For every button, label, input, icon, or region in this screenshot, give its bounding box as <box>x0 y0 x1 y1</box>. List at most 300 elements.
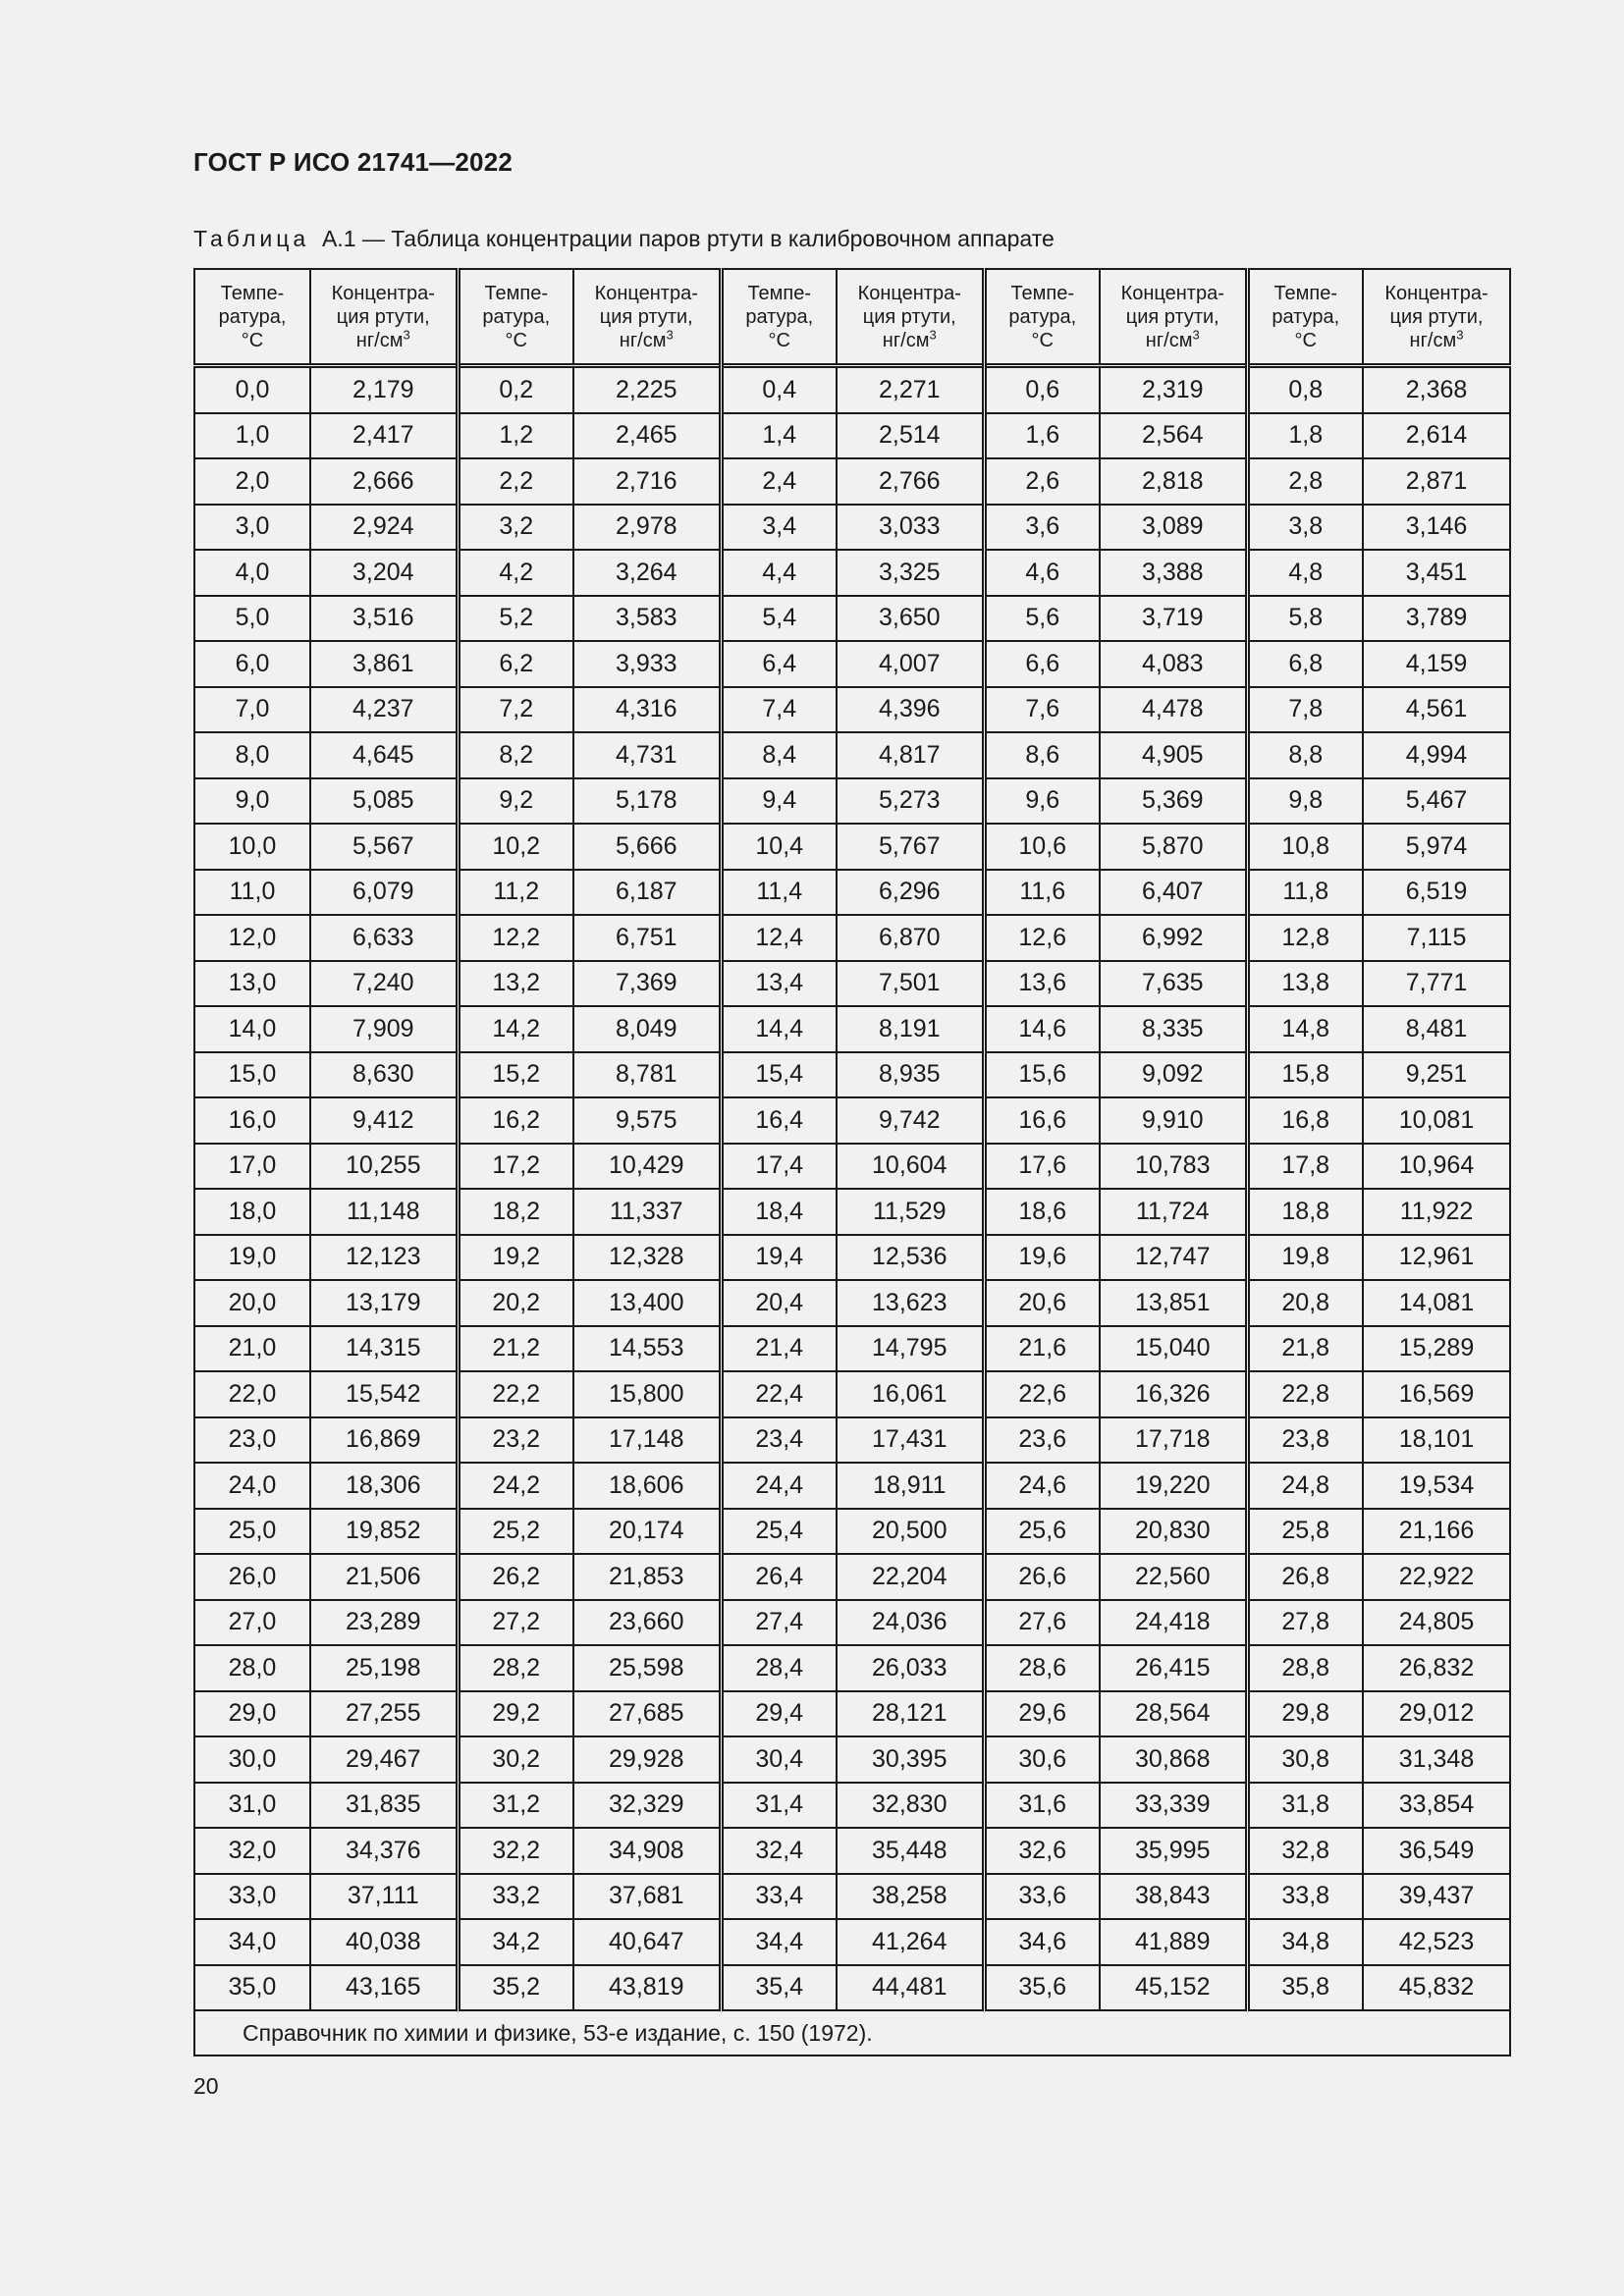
temperature-cell: 19,8 <box>1247 1235 1363 1281</box>
header-temperature <box>984 269 1100 366</box>
temperature-cell: 32,4 <box>721 1828 837 1874</box>
concentration-cell: 43,165 <box>310 1965 458 2011</box>
table-row <box>194 1463 1510 1509</box>
concentration-cell: 15,289 <box>1363 1326 1510 1372</box>
temperature-cell: 32,6 <box>984 1828 1100 1874</box>
concentration-cell: 22,204 <box>837 1554 984 1600</box>
table-row <box>194 413 1510 459</box>
temperature-cell: 27,6 <box>984 1600 1100 1646</box>
concentration-cell: 2,614 <box>1363 413 1510 459</box>
temperature-cell: 28,2 <box>458 1645 573 1691</box>
table-row <box>194 1645 1510 1691</box>
concentration-cell: 39,437 <box>1363 1874 1510 1920</box>
concentration-cell: 3,583 <box>573 596 721 642</box>
temperature-cell: 7,2 <box>458 687 573 733</box>
temperature-cell: 10,0 <box>194 824 310 870</box>
header-line: ратура, <box>745 305 814 328</box>
concentration-cell: 38,258 <box>837 1874 984 1920</box>
concentration-cell: 4,561 <box>1363 687 1510 733</box>
temperature-cell: 12,2 <box>458 915 573 961</box>
table-row <box>194 1006 1510 1052</box>
concentration-cell: 26,033 <box>837 1645 984 1691</box>
temperature-cell: 14,2 <box>458 1006 573 1052</box>
table-row <box>194 1144 1510 1190</box>
temperature-cell: 9,0 <box>194 778 310 825</box>
table-row <box>194 1509 1510 1555</box>
temperature-cell: 30,4 <box>721 1736 837 1783</box>
concentration-cell: 10,964 <box>1363 1144 1510 1190</box>
footnote-row <box>194 2010 1510 2056</box>
temperature-cell: 23,6 <box>984 1417 1100 1464</box>
concentration-cell: 13,851 <box>1100 1280 1247 1326</box>
header-line: °С <box>241 329 264 351</box>
concentration-cell: 8,049 <box>573 1006 721 1052</box>
concentration-cell: 8,935 <box>837 1052 984 1098</box>
concentration-cell: 11,337 <box>573 1189 721 1235</box>
concentration-cell: 44,481 <box>837 1965 984 2011</box>
temperature-cell: 5,8 <box>1247 596 1363 642</box>
temperature-cell: 1,6 <box>984 413 1100 459</box>
temperature-cell: 32,2 <box>458 1828 573 1874</box>
temperature-cell: 25,4 <box>721 1509 837 1555</box>
temperature-cell: 20,2 <box>458 1280 573 1326</box>
temperature-cell: 12,8 <box>1247 915 1363 961</box>
temperature-cell: 34,2 <box>458 1919 573 1965</box>
temperature-cell: 16,6 <box>984 1097 1100 1144</box>
temperature-cell: 14,6 <box>984 1006 1100 1052</box>
temperature-cell: 10,4 <box>721 824 837 870</box>
concentration-cell: 12,747 <box>1100 1235 1247 1281</box>
header-line: ратура, <box>1008 305 1077 328</box>
temperature-cell: 18,0 <box>194 1189 310 1235</box>
temperature-cell: 8,2 <box>458 732 573 778</box>
temperature-cell: 11,6 <box>984 870 1100 916</box>
temperature-cell: 18,2 <box>458 1189 573 1235</box>
concentration-cell: 6,407 <box>1100 870 1247 916</box>
temperature-cell: 24,8 <box>1247 1463 1363 1509</box>
temperature-cell: 13,8 <box>1247 961 1363 1007</box>
concentration-cell: 45,152 <box>1100 1965 1247 2011</box>
temperature-cell: 9,2 <box>458 778 573 825</box>
temperature-cell: 35,0 <box>194 1965 310 2011</box>
concentration-cell: 4,731 <box>573 732 721 778</box>
concentration-cell: 9,742 <box>837 1097 984 1144</box>
temperature-cell: 6,4 <box>721 641 837 687</box>
table-row <box>194 915 1510 961</box>
temperature-cell: 13,2 <box>458 961 573 1007</box>
header-line: °С <box>768 329 790 351</box>
concentration-cell: 26,415 <box>1100 1645 1247 1691</box>
temperature-cell: 1,0 <box>194 413 310 459</box>
temperature-cell: 8,6 <box>984 732 1100 778</box>
header-concentration <box>573 269 721 366</box>
concentration-cell: 9,412 <box>310 1097 458 1144</box>
temperature-cell: 15,4 <box>721 1052 837 1098</box>
temperature-cell: 16,2 <box>458 1097 573 1144</box>
temperature-cell: 30,2 <box>458 1736 573 1783</box>
concentration-cell: 41,889 <box>1100 1919 1247 1965</box>
concentration-cell: 3,719 <box>1100 596 1247 642</box>
temperature-cell: 25,0 <box>194 1509 310 1555</box>
concentration-cell: 19,852 <box>310 1509 458 1555</box>
header-line: °С <box>505 329 527 351</box>
concentration-cell: 8,630 <box>310 1052 458 1098</box>
table-row <box>194 1417 1510 1464</box>
concentration-cell: 24,036 <box>837 1600 984 1646</box>
header-line: ратура, <box>218 305 287 328</box>
temperature-cell: 26,4 <box>721 1554 837 1600</box>
concentration-cell: 7,501 <box>837 961 984 1007</box>
temperature-cell: 23,2 <box>458 1417 573 1464</box>
temperature-cell: 0,8 <box>1247 366 1363 413</box>
concentration-cell: 37,111 <box>310 1874 458 1920</box>
concentration-cell: 10,604 <box>837 1144 984 1190</box>
document-title: ГОСТ Р ИСО 21741—2022 <box>193 147 514 177</box>
concentration-cell: 26,832 <box>1363 1645 1510 1691</box>
temperature-cell: 35,6 <box>984 1965 1100 2011</box>
concentration-cell: 3,933 <box>573 641 721 687</box>
temperature-cell: 25,6 <box>984 1509 1100 1555</box>
temperature-cell: 28,0 <box>194 1645 310 1691</box>
concentration-cell: 23,660 <box>573 1600 721 1646</box>
temperature-cell: 9,4 <box>721 778 837 825</box>
concentration-cell: 36,549 <box>1363 1828 1510 1874</box>
concentration-cell: 18,606 <box>573 1463 721 1509</box>
temperature-cell: 15,0 <box>194 1052 310 1098</box>
temperature-cell: 26,0 <box>194 1554 310 1600</box>
temperature-cell: 17,0 <box>194 1144 310 1190</box>
concentration-cell: 35,448 <box>837 1828 984 1874</box>
table-row <box>194 1280 1510 1326</box>
concentration-cell: 30,395 <box>837 1736 984 1783</box>
concentration-cell: 2,871 <box>1363 458 1510 505</box>
concentration-cell: 4,007 <box>837 641 984 687</box>
temperature-cell: 16,8 <box>1247 1097 1363 1144</box>
temperature-cell: 6,0 <box>194 641 310 687</box>
temperature-cell: 28,8 <box>1247 1645 1363 1691</box>
temperature-cell: 12,6 <box>984 915 1100 961</box>
concentration-cell: 8,481 <box>1363 1006 1510 1052</box>
temperature-cell: 4,2 <box>458 550 573 596</box>
temperature-cell: 5,4 <box>721 596 837 642</box>
header-superscript: 3 <box>403 326 410 342</box>
concentration-cell: 5,273 <box>837 778 984 825</box>
concentration-cell: 15,040 <box>1100 1326 1247 1372</box>
temperature-cell: 20,6 <box>984 1280 1100 1326</box>
temperature-cell: 30,0 <box>194 1736 310 1783</box>
concentration-cell: 22,922 <box>1363 1554 1510 1600</box>
temperature-cell: 26,2 <box>458 1554 573 1600</box>
temperature-cell: 11,4 <box>721 870 837 916</box>
header-line: ция ртути, <box>862 305 956 328</box>
table-row <box>194 824 1510 870</box>
temperature-cell: 6,2 <box>458 641 573 687</box>
concentration-cell: 4,645 <box>310 732 458 778</box>
temperature-cell: 12,0 <box>194 915 310 961</box>
temperature-cell: 30,6 <box>984 1736 1100 1783</box>
temperature-cell: 21,6 <box>984 1326 1100 1372</box>
concentration-cell: 8,191 <box>837 1006 984 1052</box>
temperature-cell: 34,8 <box>1247 1919 1363 1965</box>
temperature-cell: 32,8 <box>1247 1828 1363 1874</box>
temperature-cell: 14,0 <box>194 1006 310 1052</box>
temperature-cell: 30,8 <box>1247 1736 1363 1783</box>
concentration-cell: 21,166 <box>1363 1509 1510 1555</box>
temperature-cell: 22,2 <box>458 1371 573 1417</box>
temperature-cell: 3,8 <box>1247 505 1363 551</box>
temperature-cell: 0,0 <box>194 366 310 413</box>
table-row <box>194 732 1510 778</box>
temperature-cell: 28,6 <box>984 1645 1100 1691</box>
temperature-cell: 27,8 <box>1247 1600 1363 1646</box>
concentration-cell: 12,328 <box>573 1235 721 1281</box>
concentration-cell: 12,961 <box>1363 1235 1510 1281</box>
concentration-cell: 14,553 <box>573 1326 721 1372</box>
concentration-cell: 33,854 <box>1363 1783 1510 1829</box>
temperature-cell: 26,6 <box>984 1554 1100 1600</box>
concentration-cell: 45,832 <box>1363 1965 1510 2011</box>
temperature-cell: 0,6 <box>984 366 1100 413</box>
temperature-cell: 15,6 <box>984 1052 1100 1098</box>
concentration-cell: 18,911 <box>837 1463 984 1509</box>
header-line: Концентра- <box>857 282 961 304</box>
concentration-cell: 2,766 <box>837 458 984 505</box>
concentration-cell: 31,348 <box>1363 1736 1510 1783</box>
header-line: Концентра- <box>1384 282 1489 304</box>
concentration-cell: 19,534 <box>1363 1463 1510 1509</box>
header-line: ратура, <box>482 305 551 328</box>
table-row <box>194 961 1510 1007</box>
concentration-cell: 40,038 <box>310 1919 458 1965</box>
concentration-cell: 4,905 <box>1100 732 1247 778</box>
temperature-cell: 22,0 <box>194 1371 310 1417</box>
concentration-cell: 18,101 <box>1363 1417 1510 1464</box>
concentration-cell: 31,835 <box>310 1783 458 1829</box>
concentration-cell: 5,369 <box>1100 778 1247 825</box>
concentration-cell: 8,781 <box>573 1052 721 1098</box>
temperature-cell: 15,2 <box>458 1052 573 1098</box>
temperature-cell: 7,0 <box>194 687 310 733</box>
temperature-cell: 22,4 <box>721 1371 837 1417</box>
temperature-cell: 31,6 <box>984 1783 1100 1829</box>
concentration-cell: 43,819 <box>573 1965 721 2011</box>
temperature-cell: 26,8 <box>1247 1554 1363 1600</box>
temperature-cell: 35,4 <box>721 1965 837 2011</box>
temperature-cell: 24,6 <box>984 1463 1100 1509</box>
temperature-cell: 31,2 <box>458 1783 573 1829</box>
concentration-cell: 4,994 <box>1363 732 1510 778</box>
concentration-cell: 11,148 <box>310 1189 458 1235</box>
temperature-cell: 28,4 <box>721 1645 837 1691</box>
temperature-cell: 13,4 <box>721 961 837 1007</box>
temperature-cell: 10,6 <box>984 824 1100 870</box>
concentration-cell: 7,771 <box>1363 961 1510 1007</box>
temperature-cell: 6,8 <box>1247 641 1363 687</box>
temperature-cell: 35,8 <box>1247 1965 1363 2011</box>
concentration-cell: 9,251 <box>1363 1052 1510 1098</box>
concentration-cell: 5,870 <box>1100 824 1247 870</box>
concentration-cell: 5,974 <box>1363 824 1510 870</box>
temperature-cell: 34,4 <box>721 1919 837 1965</box>
concentration-cell: 4,817 <box>837 732 984 778</box>
concentration-cell: 25,198 <box>310 1645 458 1691</box>
concentration-cell: 4,237 <box>310 687 458 733</box>
table-row <box>194 505 1510 551</box>
concentration-cell: 35,995 <box>1100 1828 1247 1874</box>
temperature-cell: 25,8 <box>1247 1509 1363 1555</box>
concentration-cell: 9,092 <box>1100 1052 1247 1098</box>
concentration-cell: 8,335 <box>1100 1006 1247 1052</box>
table-row <box>194 550 1510 596</box>
table-row <box>194 1736 1510 1783</box>
concentration-cell: 10,255 <box>310 1144 458 1190</box>
concentration-cell: 2,564 <box>1100 413 1247 459</box>
temperature-cell: 23,4 <box>721 1417 837 1464</box>
table-row <box>194 1189 1510 1235</box>
temperature-cell: 3,0 <box>194 505 310 551</box>
temperature-cell: 6,6 <box>984 641 1100 687</box>
concentration-cell: 3,861 <box>310 641 458 687</box>
concentration-cell: 6,079 <box>310 870 458 916</box>
concentration-cell: 24,418 <box>1100 1600 1247 1646</box>
concentration-cell: 5,666 <box>573 824 721 870</box>
concentration-cell: 18,306 <box>310 1463 458 1509</box>
temperature-cell: 16,0 <box>194 1097 310 1144</box>
header-concentration <box>310 269 458 366</box>
temperature-cell: 27,2 <box>458 1600 573 1646</box>
concentration-cell: 6,992 <box>1100 915 1247 961</box>
concentration-cell: 37,681 <box>573 1874 721 1920</box>
table-row <box>194 1919 1510 1965</box>
header-line: ция ртути, <box>599 305 693 328</box>
temperature-cell: 33,4 <box>721 1874 837 1920</box>
concentration-cell: 19,220 <box>1100 1463 1247 1509</box>
temperature-cell: 9,8 <box>1247 778 1363 825</box>
concentration-cell: 7,369 <box>573 961 721 1007</box>
header-line: нг/см <box>1145 329 1193 351</box>
header-line: Концентра- <box>1120 282 1224 304</box>
concentration-cell: 29,012 <box>1363 1691 1510 1737</box>
temperature-cell: 18,4 <box>721 1189 837 1235</box>
temperature-cell: 7,4 <box>721 687 837 733</box>
concentration-cell: 3,388 <box>1100 550 1247 596</box>
temperature-cell: 18,8 <box>1247 1189 1363 1235</box>
concentration-cell: 2,271 <box>837 366 984 413</box>
temperature-cell: 10,8 <box>1247 824 1363 870</box>
header-temperature <box>1247 269 1363 366</box>
concentration-cell: 9,910 <box>1100 1097 1247 1144</box>
temperature-cell: 20,8 <box>1247 1280 1363 1326</box>
concentration-cell: 15,542 <box>310 1371 458 1417</box>
concentration-cell: 20,830 <box>1100 1509 1247 1555</box>
caption-text: А.1 — Таблица концентрации паров ртути в калибровочном аппарате <box>321 226 1055 251</box>
table-row <box>194 1097 1510 1144</box>
concentration-cell: 16,326 <box>1100 1371 1247 1417</box>
temperature-cell: 13,6 <box>984 961 1100 1007</box>
concentration-cell: 13,623 <box>837 1280 984 1326</box>
concentration-cell: 3,516 <box>310 596 458 642</box>
concentration-cell: 14,795 <box>837 1326 984 1372</box>
concentration-cell: 28,564 <box>1100 1691 1247 1737</box>
header-line: нг/см <box>355 329 404 351</box>
temperature-cell: 34,0 <box>194 1919 310 1965</box>
temperature-cell: 24,0 <box>194 1463 310 1509</box>
concentration-cell: 7,240 <box>310 961 458 1007</box>
temperature-cell: 17,8 <box>1247 1144 1363 1190</box>
temperature-cell: 5,0 <box>194 596 310 642</box>
temperature-cell: 11,2 <box>458 870 573 916</box>
temperature-cell: 12,4 <box>721 915 837 961</box>
temperature-cell: 24,4 <box>721 1463 837 1509</box>
temperature-cell: 2,0 <box>194 458 310 505</box>
temperature-cell: 19,6 <box>984 1235 1100 1281</box>
table-row <box>194 596 1510 642</box>
concentration-cell: 5,767 <box>837 824 984 870</box>
page-number: 20 <box>193 2073 219 2099</box>
temperature-cell: 1,4 <box>721 413 837 459</box>
header-line: Концентра- <box>594 282 698 304</box>
concentration-cell: 16,061 <box>837 1371 984 1417</box>
concentration-cell: 5,178 <box>573 778 721 825</box>
temperature-cell: 8,0 <box>194 732 310 778</box>
concentration-cell: 7,635 <box>1100 961 1247 1007</box>
concentration-cell: 9,575 <box>573 1097 721 1144</box>
temperature-cell: 16,4 <box>721 1097 837 1144</box>
concentration-cell: 2,514 <box>837 413 984 459</box>
temperature-cell: 1,2 <box>458 413 573 459</box>
header-line: нг/см <box>1409 329 1457 351</box>
concentration-cell: 14,315 <box>310 1326 458 1372</box>
temperature-cell: 19,0 <box>194 1235 310 1281</box>
concentration-cell: 3,146 <box>1363 505 1510 551</box>
temperature-cell: 17,2 <box>458 1144 573 1190</box>
header-superscript: 3 <box>1192 326 1200 342</box>
concentration-cell: 3,451 <box>1363 550 1510 596</box>
header-concentration <box>1363 269 1510 366</box>
temperature-cell: 23,0 <box>194 1417 310 1464</box>
temperature-cell: 17,6 <box>984 1144 1100 1190</box>
table-row <box>194 778 1510 825</box>
concentration-cell: 3,789 <box>1363 596 1510 642</box>
table-row <box>194 1783 1510 1829</box>
header-line: Темпе- <box>747 282 812 304</box>
temperature-cell: 23,8 <box>1247 1417 1363 1464</box>
header-temperature <box>194 269 310 366</box>
mercury-concentration-table <box>193 268 1511 2056</box>
concentration-cell: 3,325 <box>837 550 984 596</box>
temperature-cell: 31,0 <box>194 1783 310 1829</box>
concentration-cell: 27,685 <box>573 1691 721 1737</box>
concentration-cell: 7,115 <box>1363 915 1510 961</box>
table-caption <box>193 226 1055 252</box>
header-temperature <box>458 269 573 366</box>
table-row <box>194 870 1510 916</box>
concentration-cell: 33,339 <box>1100 1783 1247 1829</box>
temperature-cell: 4,6 <box>984 550 1100 596</box>
temperature-cell: 15,8 <box>1247 1052 1363 1098</box>
header-line: Темпе- <box>1010 282 1075 304</box>
temperature-cell: 21,4 <box>721 1326 837 1372</box>
concentration-cell: 15,800 <box>573 1371 721 1417</box>
temperature-cell: 21,8 <box>1247 1326 1363 1372</box>
table-footnote: Справочник по химии и физике, 53-е издание, с. 150 (1972). <box>194 2010 1510 2056</box>
temperature-cell: 33,0 <box>194 1874 310 1920</box>
concentration-cell: 32,329 <box>573 1783 721 1829</box>
temperature-cell: 20,0 <box>194 1280 310 1326</box>
temperature-cell: 9,6 <box>984 778 1100 825</box>
concentration-cell: 34,908 <box>573 1828 721 1874</box>
temperature-cell: 22,8 <box>1247 1371 1363 1417</box>
